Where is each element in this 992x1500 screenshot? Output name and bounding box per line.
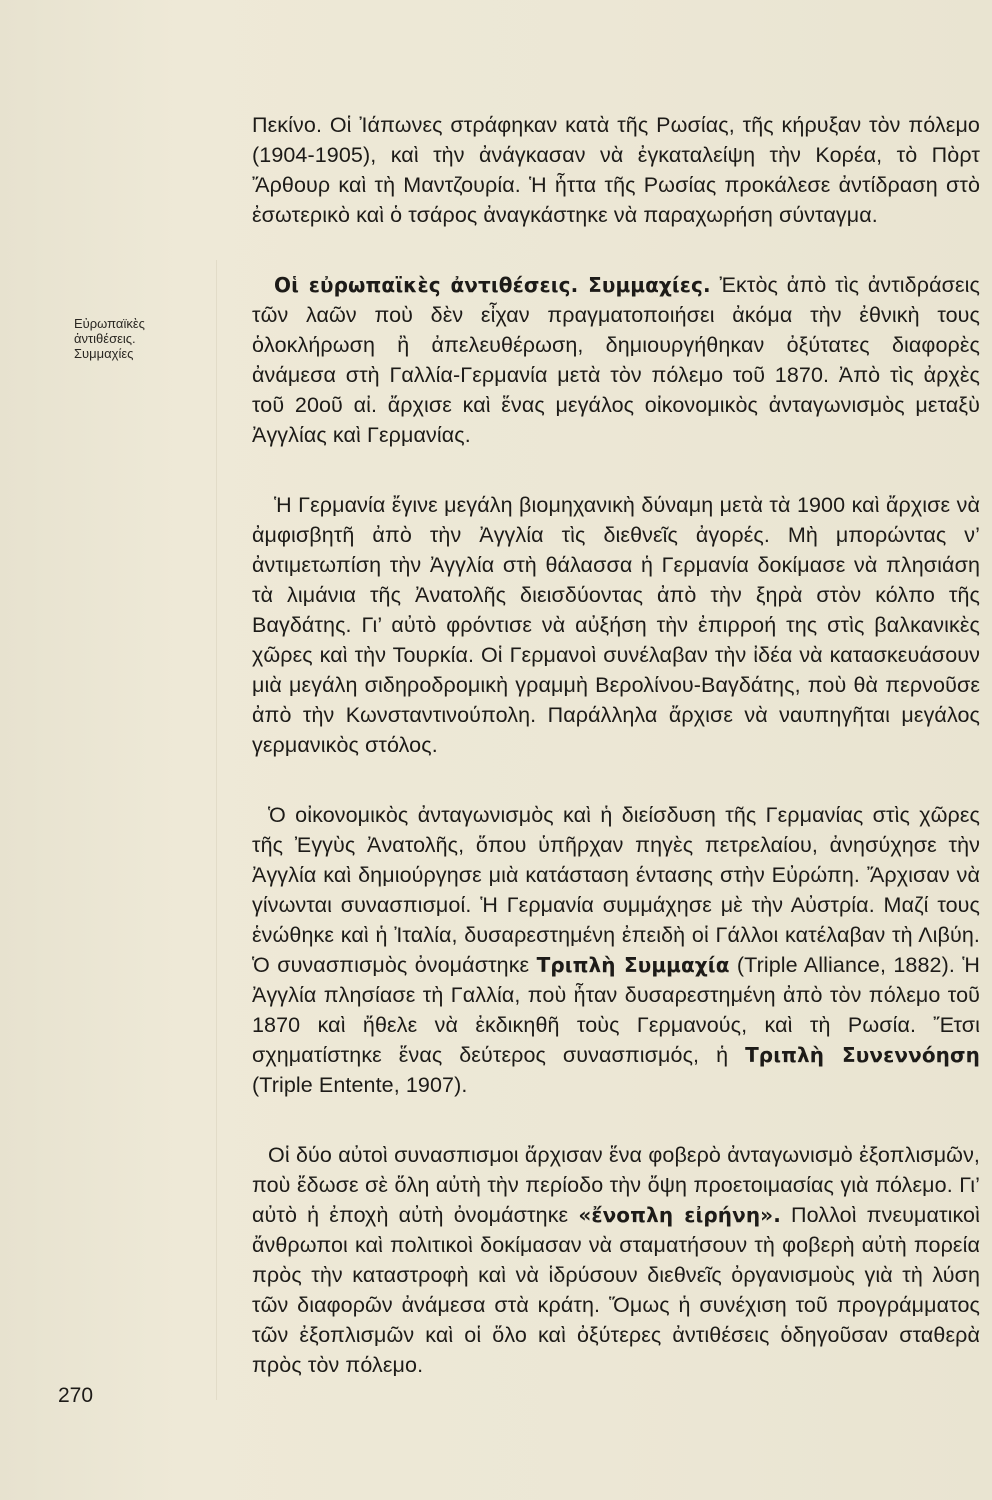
paragraph-text: (Triple Entente, 1907). — [252, 1073, 468, 1097]
margin-note — [74, 316, 194, 361]
bold-term: Τριπλὴ Συμμαχία — [536, 953, 730, 977]
section-heading: Οἱ εὐρωπαϊκὲς ἀντιθέσεις. Συμμαχίες. — [274, 273, 711, 297]
bold-term: Τριπλὴ Συνεννόηση — [745, 1043, 981, 1067]
margin-note-line: Εὐρωπαϊκὲς — [74, 316, 145, 331]
page-number: 270 — [58, 1384, 94, 1407]
paragraph — [252, 1140, 980, 1380]
paragraph-text: Ὁ οἰκονομικὸς ἀνταγωνισμὸς καὶ ἡ διείσδυση τῆς Γερμανίας στὶς χῶρες τῆς Ἐγγὺς Ἀνατολῆς, ὅπου ὑπῆρχαν πηγὲς πετρελαίου, ἀνησύχησε τὴν Ἀγγλία καὶ δημιούργησε μιὰ κατάσταση έντασης στὴν Εὐρώπη. Ἄρχισαν νὰ γίνωνται συνασπισμοί. Ἡ Γερμανία συμμάχησε μὲ τὴν Αὐστρία. Μαζί τους ἑνώθηκε καὶ ἡ Ἰταλία, δυσαρεστημένη ἐπειδὴ οἱ Γάλλοι κατέλαβαν τὴ Λιβύη. Ὁ συνασπισμὸς ὀνομάστηκε — [252, 803, 980, 977]
margin-note-line: ἀντιθέσεις. — [74, 331, 136, 346]
paragraph-text: Οἱ δύο αὐτοὶ συνασπισμοι ἄρχισαν ἕνα φοβερὸ ἀνταγωνισμὸ ἐξοπλισμῶν, ποὺ ἔδωσε σὲ ὅλη αὐτὴ τὴν περίοδο τὴν ὄψη προετοιμασίας γιὰ πόλεμο. Γι’ αὐτὸ ἡ ἐποχὴ αὐτὴ ὀνομάστηκε — [252, 1143, 980, 1227]
paragraph-text: Ἐκτὸς ἀπὸ τὶς ἀντιδράσεις τῶν λαῶν ποὺ δὲν εἶχαν πραγματοποιήσει ἀκόμα τὴν ἐθνικὴ τους ὁλοκλήρωση ἢ ἀπελευθέρωση, δημιουργήθηκαν ὀξύτατες διαφορὲς ἀνάμεσα στὴ Γαλλία-Γερμανία μετὰ τὸν πόλεμο τοῦ 1870. Ἀπὸ τὶς ἀρχὲς τοῦ 20οῦ αἰ. ἄρχισε καὶ ἕνας μεγάλος οἰκονομικὸς ἀνταγωνισμὸς μεταξὺ Ἀγγλίας καὶ Γερμανίας. — [252, 273, 980, 447]
paragraph-text: Πολλοὶ πνευματικοὶ ἄνθρωποι καὶ πολιτικοὶ δοκίμασαν νὰ σταματήσουν τὴ φοβερὴ αὐτὴ πορεία πρὸς τὴν καταστροφὴ καὶ νὰ ἱδρύσουν διεθνεῖς ὀργανισμοὺς γιὰ τὴ λύση τῶν διαφορῶν ἀνάμεσα στὰ κράτη. Ὅμως ἡ συνέχιση τοῦ προγράμματος τῶν ἐξοπλισμῶν καὶ οἱ ὅλο καὶ ὀξύτερες ἀντιθέσεις ὁδηγοῦσαν σταθερὰ πρὸς τὸν πόλεμο. — [252, 1203, 980, 1377]
paragraph: Ἡ Γερμανία ἔγινε μεγάλη βιομηχανικὴ δύναμη μετὰ τὰ 1900 καὶ ἄρχισε νὰ ἀμφισβητῆ ἀπὸ τὴν Ἀγγλία τὶς διεθνεῖς ἀγορές. Μὴ μπορώντας ν’ ἀντιμετωπίση τὴν Ἀγγλία στὴ θάλασσα ἡ Γερμανία δοκίμασε νὰ πλησιάση τὰ λιμάνια τῆς Ἀνατολῆς διεισδύοντας ἀπὸ τὴν ξηρὰ στὸν κόλπο τῆς Βαγδάτης. Γι’ αὐτὸ φρόντισε νὰ αὐξήση τὴν ἐπιρροή της στὶς βαλκανικὲς χῶρες καὶ τὴν Τουρκία. Οἱ Γερμανοὶ συνέλαβαν τὴν ἰδέα νὰ κατασκευάσουν μιὰ μεγάλη σιδηροδρομικὴ γραμμὴ Βερολίνου-Βαγδάτης, ποὺ θὰ περνοῦσε ἀπὸ τὴν Κωνσταντινούπολη. Παράλληλα ἄρχισε νὰ ναυπηγῆται μεγάλος γερμανικὸς στόλος. — [252, 493, 980, 757]
paragraph-section-start — [252, 270, 980, 450]
paragraph-continued: Πεκίνο. Οἱ Ἰάπωνες στράφηκαν κατὰ τῆς Ρωσίας, τῆς κήρυξαν τὸν πόλεμο (1904-1905), καὶ τὴν ἀνάγκασαν νὰ ἐγκαταλείψη τὴν Κορέα, τὸ Πὸρτ Ἄρθουρ καὶ τὴ Μαντζουρία. Ἡ ἧττα τῆς Ρωσίας προκάλεσε ἀντίδραση στὸ ἐσωτερικὸ καὶ ὁ τσάρος ἀναγκάστηκε νὰ παραχωρήση σύνταγμα. — [252, 113, 980, 227]
main-text-column — [252, 110, 980, 1380]
paragraph-text: (Triple Alliance, 1882). Ἡ Ἀγγλία πλησίασε τὴ Γαλλία, ποὺ ἦταν δυσαρεστημένη ἀπὸ τὸν πόλεμο τοῦ 1870 καὶ ἤθελε νὰ ἐκδικηθῆ τοὺς Γερμανούς, καὶ τὴ Ρωσία. Ἔτσι σχηματίστηκε ἕνας δεύτερος συνασπισμός, ἡ — [252, 953, 980, 1067]
margin-note-line: Συμμαχίες — [74, 346, 134, 361]
column-divider — [216, 260, 217, 1400]
paragraph — [252, 800, 980, 1100]
bold-term: «ἔνοπλη εἰρήνη». — [578, 1203, 781, 1227]
